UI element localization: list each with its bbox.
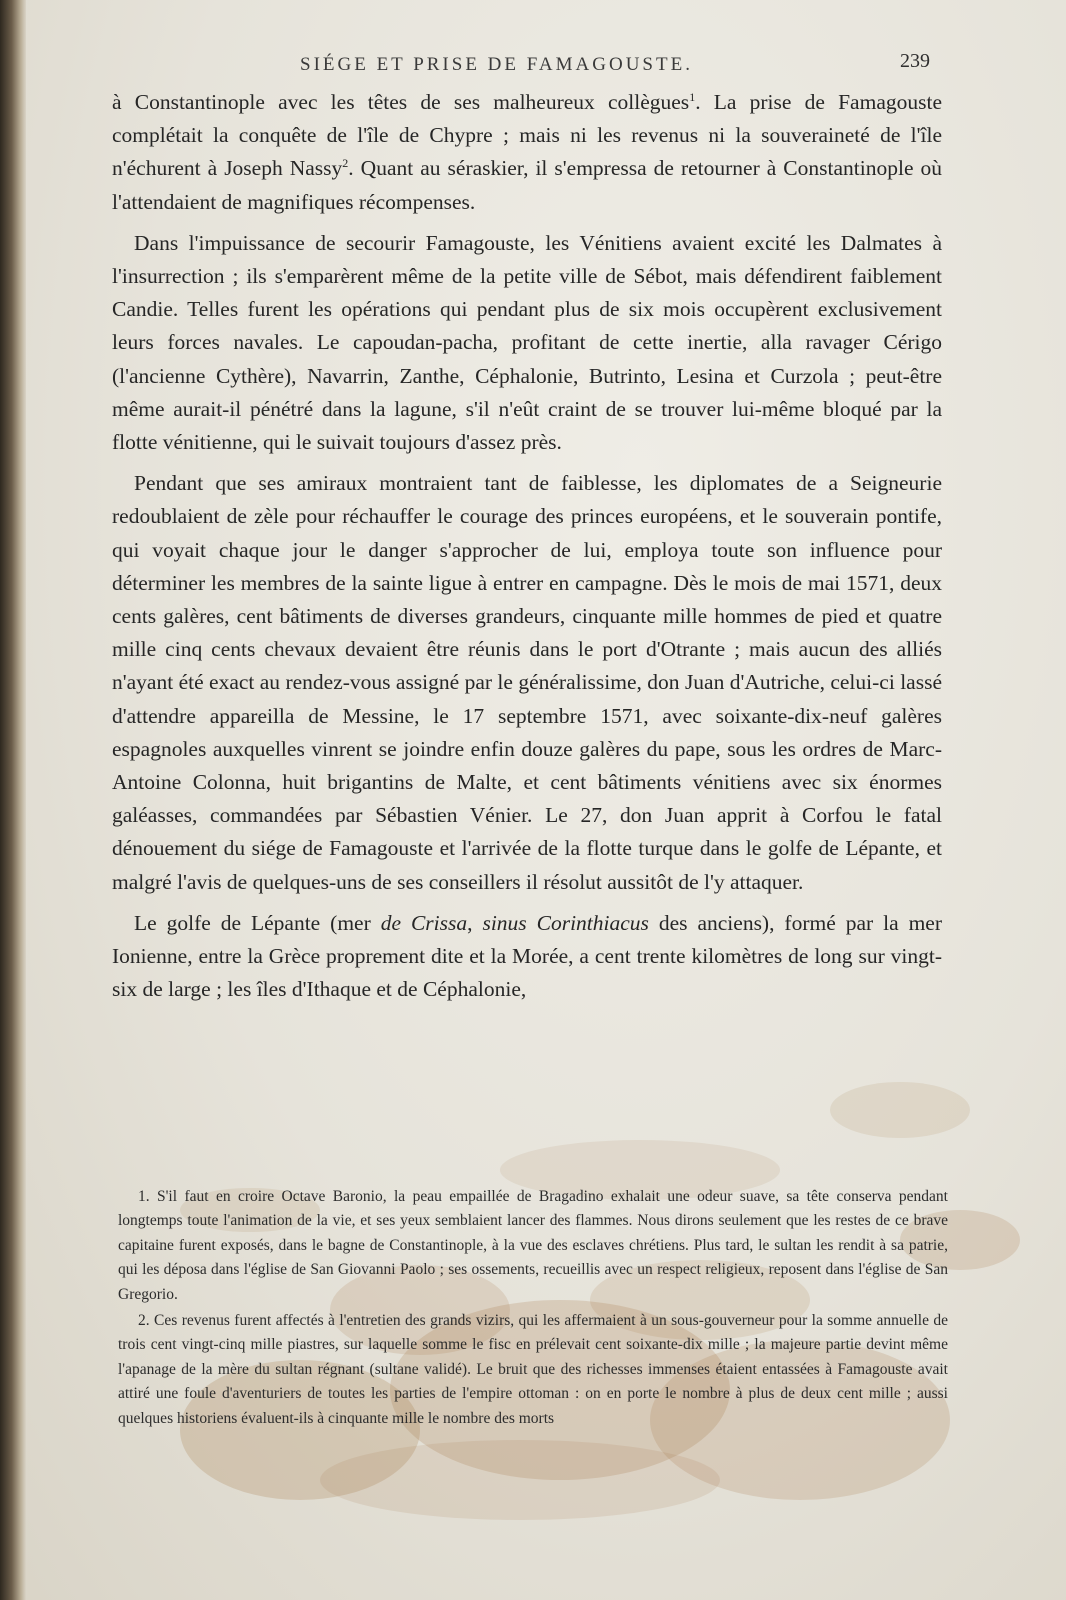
paragraph-4-italic-1: de Crissa bbox=[380, 910, 468, 935]
paragraph-1-text: à Constantinople avec les têtes de ses malheureux collègues bbox=[112, 90, 690, 114]
footnote-ref-1: 1 bbox=[689, 89, 696, 104]
page-number: 239 bbox=[900, 50, 930, 72]
footnotes bbox=[118, 1185, 948, 1433]
paragraph-4-italic-2: sinus Corinthiacus bbox=[482, 910, 649, 935]
paragraph-1-text-after: . La prise de Famagouste complétait la conquête de l'île de Chypre ; mais ni les revenus ni la souveraineté de l'île n'échurent à Joseph Nassy bbox=[112, 90, 942, 181]
paragraph-1 bbox=[112, 86, 942, 219]
footnote-2: 2. Ces revenus furent affectés à l'entretien des grands vizirs, qui les affermaient à un sous-gouverneur pour la somme annuelle de trois cent vingt-cinq mille piastres, sur laquelle somme le fisc en prélevait cent soixante-dix mille ; la majeure partie devint même l'apanage de la mère du sultan régnant (sultane validé). Le bruit que des richesses immenses étaient entassées à Famagouste avait attiré une foule d'aventuriers de toutes les parties de l'empire ottoman : on en porte le nombre à plus de deux cent mille ; aussi quelques historiens évaluent-ils à cinquante mille le nombre des morts bbox=[118, 1312, 948, 1427]
running-title: SIÉGE ET PRISE DE FAMAGOUSTE. bbox=[300, 54, 693, 75]
paragraph-3: Pendant que ses amiraux montraient tant de faiblesse, les diplomates de a Seigneurie redoublaient de zèle pour réchauffer le courage des princes européens, et le souverain pontife, qui voyait chaque jour le danger s'approcher de lui, employa toute son influence pour déterminer les membres de la sainte ligue à entrer en campagne. Dès le mois de mai 1571, deux cents galères, cent bâtiments de diverses grandeurs, cinquante mille hommes de pied et quatre mille cinq cents chevaux devaient être réunis dans le port d'Otrante ; mais aucun des alliés n'ayant été exact au rendez-vous assigné par le généralissime, don Juan d'Autriche, celui-ci lassé d'attendre appareilla de Messine, le 17 septembre 1571, avec soixante-dix-neuf galères espagnoles auxquelles vinrent se joindre enfin douze galères du pape, sous les ordres de Marc-Antoine Colonna, huit brigantins de Malte, et cent bâtiments vénitiens avec six énormes galéasses, commandées par Sébastien Vénier. Le 27, don Juan apprit à Corfou le fatal dénouement du siége de Famagouste et l'arrivée de la flotte turque dans le golfe de Lépante, et malgré l'avis de quelques-uns de ses conseillers il résolut aussitôt de l'y attaquer. bbox=[112, 471, 942, 894]
footnote-1: 1. S'il faut en croire Octave Baronio, la peau empaillée de Bragadino exhalait une odeur suave, sa tête conserva pendant longtemps toute l'animation de la vie, et ses yeux semblaient lancer des flammes. Nous dirons seulement que les restes de ce brave capitaine furent exposés, dans le bagne de Constantinople, à la vue des esclaves chrétiens. Plus tard, le sultan les rendit à sa patrie, qui les déposa dans l'église de San Giovanni Paolo ; ses ossements, recueillis avec un respect religieux, reposent dans l'église de San Gregorio. bbox=[118, 1188, 948, 1303]
paragraph-4-a: Le golfe de Lépante (mer bbox=[134, 910, 381, 935]
running-header bbox=[150, 50, 930, 80]
book-binding-edge bbox=[0, 0, 26, 1600]
paragraph-2: Dans l'impuissance de secourir Famagouste, les Vénitiens avaient excité les Dalmates à l'insurrection ; ils s'emparèrent même de la petite ville de Sébot, mais défendirent faiblement Candie. Telles furent les opérations qui pendant plus de six mois occupèrent exclusivement leurs forces navales. Le capoudan-pacha, profitant de cette inertie, alla ravager Cérigo (l'ancienne Cythère), Navarrin, Zanthe, Céphalonie, Butrinto, Lesina et Curzola ; peut-être même aurait-il pénétré dans la lagune, s'il n'eût craint de se trouver lui-même bloqué par la flotte vénitienne, qui le suivait toujours d'assez près. bbox=[112, 230, 942, 455]
paragraph-4 bbox=[112, 907, 942, 1007]
footnote-ref-2: 2 bbox=[342, 156, 349, 171]
paragraph-4-c: des anciens), formé par la mer Ionienne, entre la Grèce proprement dite et la Morée, a cent trente kilomètres de long sur vingt-six de large ; les îles d'Ithaque et de Céphalonie, bbox=[112, 910, 942, 1002]
paragraph-4-b: , bbox=[467, 910, 483, 935]
paragraph-1-text-end: . Quant au séraskier, il s'empressa de retourner à Constantinople où l'attendaient de magnifiques récompenses. bbox=[112, 156, 943, 214]
main-text bbox=[112, 86, 942, 1014]
